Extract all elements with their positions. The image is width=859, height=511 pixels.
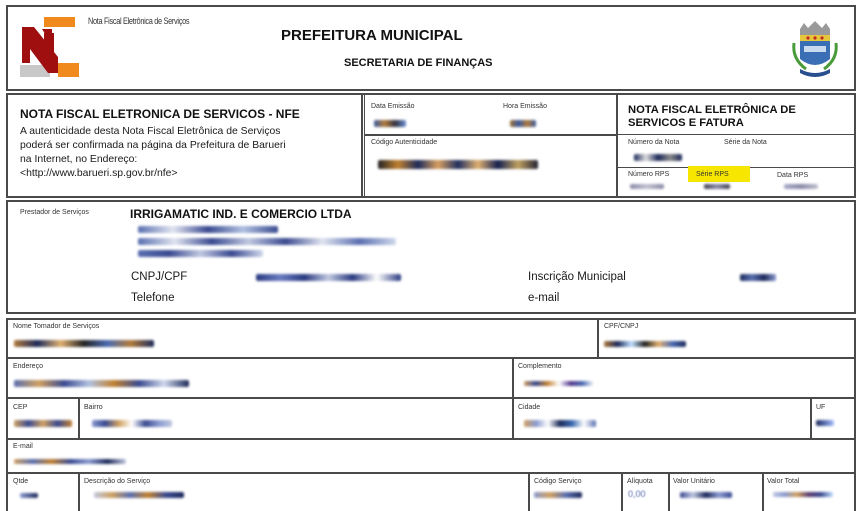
email-label: e-mail: [528, 292, 560, 304]
serie-rps-label: Série RPS: [696, 171, 729, 178]
logo-caption: Nota Fiscal Eletrônica de Serviços: [88, 16, 190, 26]
prestador-block: [6, 200, 856, 314]
cnpj-label: CNPJ/CPF: [131, 271, 188, 283]
uf-value: [816, 420, 834, 426]
data-rps-label: Data RPS: [777, 172, 809, 179]
cidade-value: [524, 420, 596, 427]
endereco-value: [14, 380, 189, 387]
nfe-info-block: [6, 93, 856, 198]
numero-nota-value: [634, 154, 682, 161]
valor-unitario-label: Valor Unitário: [673, 478, 715, 485]
complemento-label: Complemento: [518, 363, 562, 370]
inscricao-value: [740, 274, 776, 281]
cep-label: CEP: [13, 404, 28, 411]
nfe-info-line2: poderá ser confirmada na página da Prefeitura de Barueri: [20, 140, 286, 151]
codigo-autenticidade-label: Código Autenticidade: [371, 139, 438, 146]
data-rps-value: [784, 184, 818, 189]
data-emissao-value: [374, 120, 406, 127]
numero-rps-value: [630, 184, 664, 189]
numero-rps-label: Número RPS: [628, 171, 670, 178]
qtde-value: [20, 493, 38, 498]
hora-emissao-value: [510, 120, 536, 127]
uf-label: UF: [816, 404, 826, 411]
prestador-name: IRRIGAMATIC IND. E COMERCIO LTDA: [130, 207, 352, 221]
descricao-label: Descrição do Serviço: [84, 478, 151, 485]
qtde-label: Qtde: [13, 478, 29, 485]
city-coat-of-arms-icon: [788, 19, 842, 83]
codigo-autenticidade-value: [378, 160, 538, 169]
cnpj-value: [256, 274, 401, 281]
cidade-label: Cidade: [518, 404, 541, 411]
tomador-grid: [6, 318, 856, 511]
nfe-title: NOTA FISCAL ELETRONICA DE SERVICOS - NFE: [20, 107, 300, 121]
header-title: PREFEITURA MUNICIPAL: [281, 27, 463, 44]
numero-nota-label: Número da Nota: [628, 139, 680, 146]
telefone-label: Telefone: [131, 292, 175, 304]
email-tomador-value: [14, 459, 126, 464]
email-tomador-label: E-mail: [13, 443, 33, 450]
cpf-cnpj-label: CPF/CNPJ: [604, 323, 639, 330]
nfe-verification-link[interactable]: <http://www.barueri.sp.gov.br/nfe>: [20, 168, 178, 179]
nome-tomador-value: [14, 340, 154, 347]
codigo-servico-label: Código Serviço: [534, 478, 582, 485]
bairro-label: Bairro: [84, 404, 103, 411]
prestador-address-line2: [138, 238, 396, 245]
bairro-value: [92, 420, 172, 427]
serie-rps-value: [704, 184, 730, 189]
nota-title-line2: SERVICOS E FATURA: [628, 117, 744, 129]
inscricao-label: Inscrição Municipal: [528, 271, 626, 283]
valor-total-value: [773, 492, 833, 497]
header-subtitle: SECRETARIA DE FINANÇAS: [344, 57, 493, 69]
valor-unitario-value: [680, 492, 732, 498]
complemento-value: [524, 381, 594, 386]
hora-emissao-label: Hora Emissão: [503, 103, 547, 110]
header-box: [6, 5, 856, 91]
cep-value: [14, 420, 72, 427]
codigo-servico-value: [534, 492, 582, 498]
aliquota-value: 0,00: [628, 489, 646, 499]
serie-nota-label: Série da Nota: [724, 139, 767, 146]
valor-total-label: Valor Total: [767, 478, 800, 485]
endereco-label: Endereço: [13, 363, 43, 370]
nota-title-line1: NOTA FISCAL ELETRÔNICA DE: [628, 104, 796, 116]
aliquota-label: Alíquota: [627, 478, 653, 485]
prestador-address-line3: [138, 250, 263, 257]
nfe-info-line3: na Internet, no Endereço:: [20, 154, 138, 165]
descricao-value: [94, 492, 184, 498]
nome-tomador-label: Nome Tomador de Serviços: [13, 323, 100, 330]
data-emissao-label: Data Emissão: [371, 103, 415, 110]
nfe-info-line1: A autenticidade desta Nota Fiscal Eletrônica de Serviços: [20, 126, 281, 137]
nf-logo-icon: [18, 15, 80, 77]
prestador-section-label: Prestador de Serviços: [20, 209, 89, 216]
prestador-address-line1: [138, 226, 278, 233]
cpf-cnpj-value: [604, 341, 686, 347]
